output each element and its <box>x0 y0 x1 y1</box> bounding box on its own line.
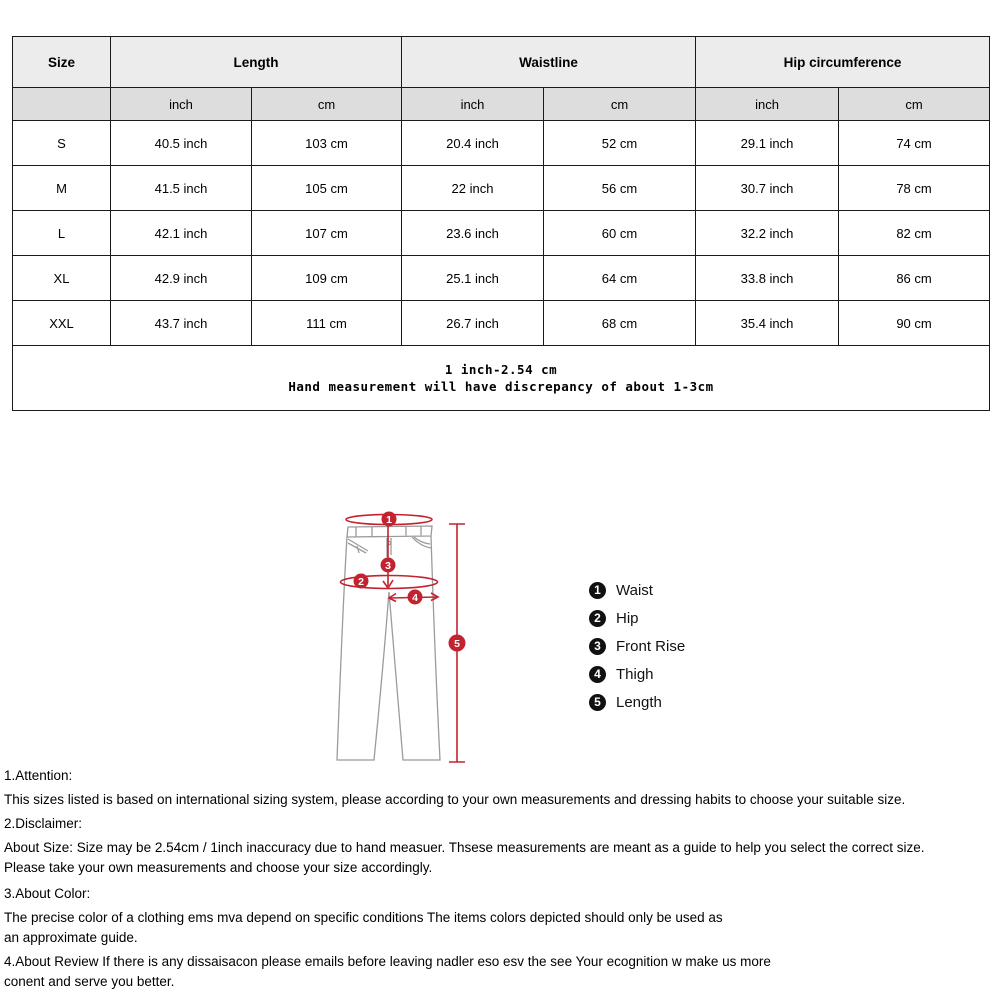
table-cell: 25.1 inch <box>402 256 544 301</box>
table-cell: 23.6 inch <box>402 211 544 256</box>
unit-header: inch <box>402 88 544 121</box>
unit-header: cm <box>544 88 696 121</box>
badge-5: 5 <box>454 637 460 650</box>
section-line: This sizes listed is based on international sizing system, please according to your own measurements and dressing habits to choose your suitable size. <box>4 792 906 807</box>
section-heading: 1.Attention: <box>4 768 73 783</box>
table-row <box>13 121 990 166</box>
table-cell: 40.5 inch <box>111 121 252 166</box>
section-line: The precise color of a clothing ems mva depend on specific conditions The items colors depicted should only be used as <box>4 910 723 925</box>
section-heading: 3.About Color: <box>4 886 91 901</box>
diagram-badges <box>354 512 466 652</box>
table-cell: 20.4 inch <box>402 121 544 166</box>
table-row <box>13 301 990 346</box>
legend-label: Thigh <box>616 665 654 683</box>
table-cell: 33.8 inch <box>696 256 839 301</box>
table-cell: 41.5 inch <box>111 166 252 211</box>
unit-header: inch <box>696 88 839 121</box>
table-row <box>13 256 990 301</box>
badge-1: 1 <box>386 513 392 526</box>
table-row <box>13 211 990 256</box>
section-line: About Size: Size may be 2.54cm / 1inch inaccuracy due to hand measuer. Thsese measurements are meant as a guide to help you select the correct size. <box>4 840 925 855</box>
badge-4: 4 <box>412 591 418 604</box>
table-cell: 43.7 inch <box>111 301 252 346</box>
table-cell: 68 cm <box>544 301 696 346</box>
size-cell: XXL <box>13 301 111 346</box>
table-cell: 60 cm <box>544 211 696 256</box>
table-cell: 35.4 inch <box>696 301 839 346</box>
unit-header-blank <box>13 88 111 121</box>
table-cell: 78 cm <box>839 166 990 211</box>
conversion-note: 1 inch-2.54 cm <box>444 362 558 377</box>
table-cell: 26.7 inch <box>402 301 544 346</box>
section-line: conent and serve you better. <box>4 974 175 989</box>
size-cell: L <box>13 211 111 256</box>
section-about-color <box>4 884 996 948</box>
legend-badge-3: 3 <box>589 638 606 655</box>
legend-badge-4: 4 <box>589 666 606 683</box>
table-cell: 86 cm <box>839 256 990 301</box>
section-attention <box>4 766 996 810</box>
legend-item-waist <box>589 581 685 599</box>
table-cell: 30.7 inch <box>696 166 839 211</box>
table-cell: 42.9 inch <box>111 256 252 301</box>
legend-label: Front Rise <box>616 637 686 655</box>
section-line: Please take your own measurements and choose your size accordingly. <box>4 860 433 875</box>
size-cell: M <box>13 166 111 211</box>
size-cell: XL <box>13 256 111 301</box>
section-heading: 2.Disclaimer: <box>4 816 83 831</box>
table-cell: 111 cm <box>252 301 402 346</box>
unit-header: cm <box>839 88 990 121</box>
legend-item-hip <box>589 609 685 627</box>
table-cell: 82 cm <box>839 211 990 256</box>
legend-label: Length <box>616 693 662 711</box>
table-cell: 105 cm <box>252 166 402 211</box>
section-about-review <box>4 952 996 992</box>
legend-label: Hip <box>616 609 639 627</box>
col-header-hip: Hip circumference <box>696 37 990 88</box>
badge-3: 3 <box>385 559 391 572</box>
section-line: 4.About Review If there is any dissaisacon please emails before leaving nadler eso esv the see Your ecognition w make us more <box>4 954 771 969</box>
table-cell: 109 cm <box>252 256 402 301</box>
section-disclaimer <box>4 814 996 878</box>
legend-label: Waist <box>616 581 653 599</box>
table-cell: 29.1 inch <box>696 121 839 166</box>
col-header-waistline: Waistline <box>402 37 696 88</box>
table-cell: 103 cm <box>252 121 402 166</box>
legend-badge-2: 2 <box>589 610 606 627</box>
badge-2: 2 <box>358 575 364 588</box>
table-cell: 52 cm <box>544 121 696 166</box>
section-line: an approximate guide. <box>4 930 138 945</box>
table-cell: 32.2 inch <box>696 211 839 256</box>
legend-item-length <box>589 693 685 711</box>
legend-badge-1: 1 <box>589 582 606 599</box>
col-header-size: Size <box>13 37 111 88</box>
pants-diagram-svg <box>300 480 470 780</box>
pants-measurement-diagram <box>300 480 470 780</box>
table-cell: 74 cm <box>839 121 990 166</box>
table-row <box>13 166 990 211</box>
table-cell: 42.1 inch <box>111 211 252 256</box>
measurement-legend <box>589 581 685 721</box>
legend-item-thigh <box>589 665 685 683</box>
col-header-length: Length <box>111 37 402 88</box>
table-cell: 64 cm <box>544 256 696 301</box>
table-cell: 107 cm <box>252 211 402 256</box>
size-chart-table <box>12 36 990 411</box>
table-footnote-cell <box>13 346 990 411</box>
size-cell: S <box>13 121 111 166</box>
legend-item-front-rise <box>589 637 685 655</box>
legend-badge-5: 5 <box>589 694 606 711</box>
table-cell: 90 cm <box>839 301 990 346</box>
measurement-discrepancy-note: Hand measurement will have discrepancy of about 1-3cm <box>288 379 714 394</box>
unit-header: cm <box>252 88 402 121</box>
unit-header: inch <box>111 88 252 121</box>
table-cell: 22 inch <box>402 166 544 211</box>
table-cell: 56 cm <box>544 166 696 211</box>
